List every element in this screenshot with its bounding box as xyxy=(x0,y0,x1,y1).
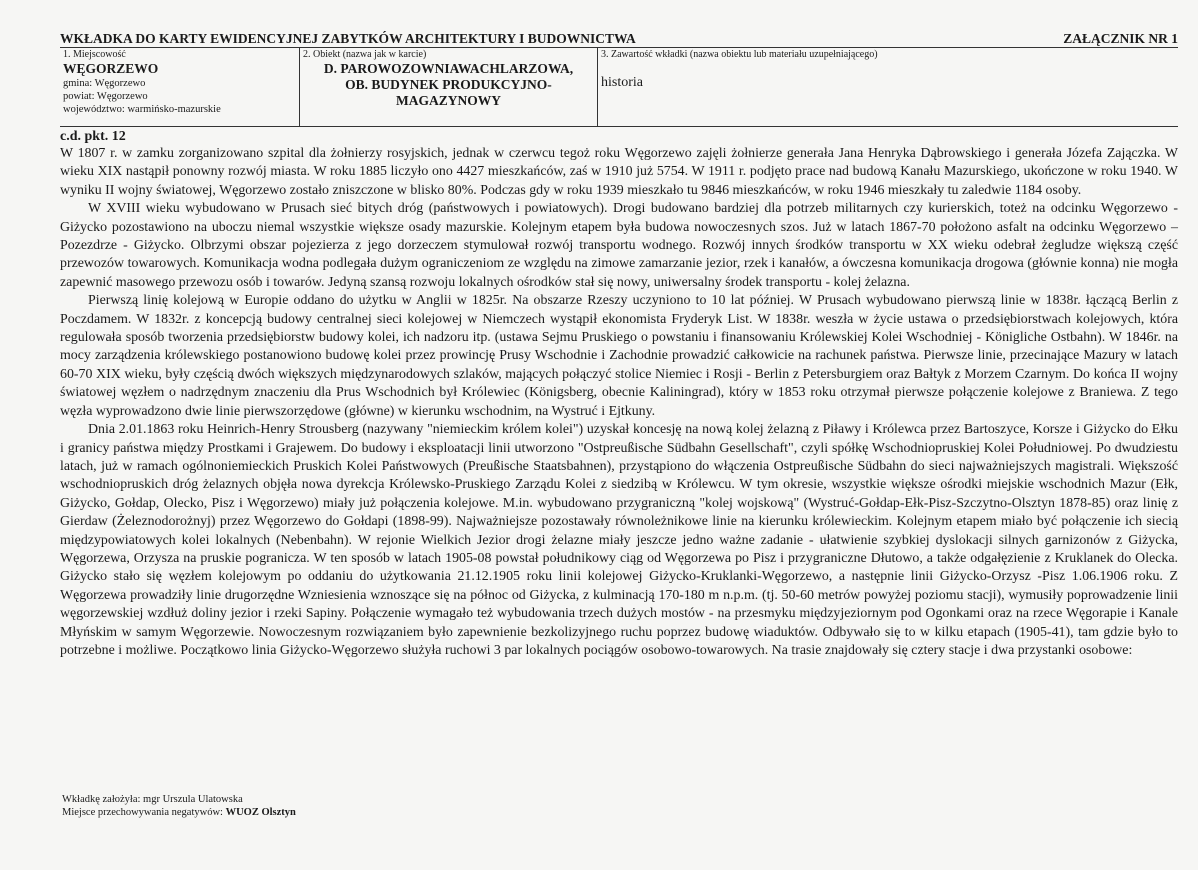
content-label: 3. Zawartość wkładki (nazwa obiektu lub materiału uzupełniającego) xyxy=(601,49,878,60)
author-line: Wkładkę założyła: mgr Urszula Ulatowska xyxy=(62,794,243,805)
content-field xyxy=(598,48,1178,126)
paragraph: Pierwszą linię kolejową w Europie oddano do użytku w Anglii w 1825r. Na obszarze Rzeszy uczyniono to 10 lat później. W Prusach wybudowano pierwszą linie w 1838r. łączącą Berlin z Poczdamem. W 1832r. z koncepcją budowy centralnej sieci kolejowej w Niemczech wystąpił ekonomista Fryderyk List. W 1838r. weszła w życie ustawa o przedsiębiorstwach kolejowych, która regulowała sposób tworzenia przedsiębiorstw budowy kolei, ich nadzoru itp. (ustawa Sejmu Pruskiego o powstaniu i finansowaniu Królewskiej Kolei Wschodniej - Königliche Ostbahn). W 1846r. na mocy zarządzenia królewskiego postanowiono budowę kolei przez prowincję Prusy Wschodnie i Zachodnie prowadzić całkowicie na rachunek państwa. Pierwsze linie, przecinające Mazury w latach 60-70 XIX wieku, były częścią dwóch większych międzynarodowych szlaków, mających połączyć stolice Niemiec i Rosji - Berlin z Petersburgiem oraz Bałtyk z Morzem Czarnym. Do końca II wojny światowej węzłem o nadrzędnym znaczeniu dla Prus Wschodnich był Królewiec (Königsberg, obecnie Kaliningrad), który w 1853 roku otrzymał pierwsze połączenie kolejowe z Braniewa. Z tego węzła wyprowadzono dwie linie pierwszorzędowe (główne) w kierunku wschodnim, na Wystruć i Ejtkuny. xyxy=(60,293,1178,419)
object-line-3: MAGAZYNOWY xyxy=(396,93,501,108)
paragraph: W XVIII wieku wybudowano w Prusach sieć bitych dróg (państwowych i powiatowych). Drogi budowano bardziej dla potrzeb militarnych czy kurierskich, toteż na odcinku Węgorzewo - Giżycko pozostawiono na uboczu niemal wszystkie większe osady mazurskie. Kolejnym etapem była budowa nowoczesnych szos. Już w latach 1867-70 położono asfalt na odcinku Węgorzewo – Pozezdrze - Giżycko. Olbrzymi obszar pojezierza z jego dorzeczem stymulował rozwój transportu wodnego. Rozwój innych środków transportu w XX wieku odebrał żegludze większą część przewozów towarowych. Komunikacja wodna podlegała dużym ograniczeniom ze względu na zimowe zamarzanie jezior, rzek i kanałów, a ówczesna komunikacja drogowa (głównie konna) nie mogła zapewnić masowego przewozu osób i towarów. Jedyną szansą rozwoju lokalnych ośrodków stał się nowy, uniwersalny środek transportu - kolej żelazna. xyxy=(60,201,1178,290)
footer xyxy=(62,793,296,819)
negatives-line xyxy=(62,806,296,819)
paragraph: Dnia 2.01.1863 roku Heinrich-Henry Strousberg (nazywany "niemieckim królem kolei") uzyskał koncesję na nową kolej żelazną z Piławy i Królewca przez Bartoszyce, Korsze i Giżycko do Ełku i granicy państwa między Prostkami i Grajewem. Do budowy i eksploatacji linii utworzono "Ostpreußische Südbahn Gesellschaft", czyli spółkę Wschodniopruskiej Kolei Południowej. Po dwudziestu latach, już w ramach ogólnoniemieckich Pruskich Kolei Państwowych (Preußische Staatsbahnen), przystąpiono do włączenia Ostpreußische Südbahn do sieci najważniejszych magistrali. Większość wschodniopruskich dróg żelaznych objęła nowa dyrekcja Królewsko-Pruskiego Zarządu Kolei z siedzibą w Królewcu. W tym okresie, wszystkie większe ośrodki miejskie wschodnich Mazur (Ełk, Giżycko, Gołdap, Olecko, Pisz i Węgorzewo) miały już połączenia kolejowe. M.in. wybudowano przygraniczną "kolej wojskową" (Wystruć-Gołdap-Ełk-Pisz-Szczytno-Olsztyn 1878-85) oraz linię z Gierdaw (Żeleznodorożnyj) przez Węgorzewo do Gołdapi (1898-99). Najważniejsze pozostawały równoleżnikowe linie na kierunku królewieckim. Kolejnym etapem miało być połączenie ich siecią międzypowiatowych kolei lokalnych (Nebenbahn). W rejonie Wielkich Jezior drogi żelazne miały jeszcze jedno ważne zadanie - ułatwienie szybkiej dyslokacji silnych garnizonów z Giżycka, Węgorzewa, Orzysza na pruskie pogranicza. W ten sposób w latach 1905-08 powstał południkowy ciąg od Węgorzewa po Pisz i przygraniczne Dłutowo, a także odgałęzienie z Kruklanek do Olecka. Giżycko stało się węzłem kolejowym po oddaniu do użytkowania 21.12.1905 roku linii kolejowej Giżycko-Kruklanki-Węgorzewo, a następnie linii Giżycko-Orzysz -Pisz 1.06.1906 roku. Z Węgorzewa prowadziły linie drugorzędne Wzniesienia wznoszące się na północ od Giżycka, z kulminacją 170-180 m n.p.m. (tj. 50-60 metrów powyżej poziomu stacji), wymusiły poprowadzenie linii węgorzewskiej wzdłuż doliny jezior i rzeki Sapiny. Połączenie wymagało też wybudowania trzech dużych mostów - na przesmyku międzyjeziornym pod Ogonkami oraz na rzece Węgorapie i Kanale Młyńskim w samym Węgorzewie. Nowoczesnym rozwiązaniem było zapewnienie bezkolizyjnego ruchu poprzez budowę wiaduktów. Odbywało się to w kilku etapach (1905-41), tam gdzie było to potrzebne i możliwe. Początkowo linia Giżycko-Węgorzewo służyła ruchowi 3 par lokalnych pociągów osobowo-towarowych. Na trasie znajdowały się cztery stacje i dwa przystanki osobowe: xyxy=(60,422,1178,658)
negatives-label: Miejsce przechowywania negatywów: xyxy=(62,807,226,818)
header-fields xyxy=(60,48,1178,127)
object-field xyxy=(300,48,598,126)
negatives-value: WUOZ Olsztyn xyxy=(225,807,296,818)
paragraph: W 1807 r. w zamku zorganizowano szpital dla żołnierzy rosyjskich, jednak w czerwcu tegoż roku Węgorzewo zajęli żołnierze generała Jana Henryka Dąbrowskiego i generała Józefa Zajączka. W wieku XIX nastąpił ponowny rozwój miasta. W roku 1885 liczyło ono 4427 mieszkańców, zaś w 1910 już 5754. W 1911 r. podjęto prace nad budową Kanału Mazurskiego, ukończone w roku 1940. W wyniku II wojny światowej, Węgorzewo zostało zniszczone w blisko 80%. Podczas gdy w roku 1939 mieszkało tu 9846 mieszkańców, w roku 1946 mieszkały tu zaledwie 1184 osoby. xyxy=(60,146,1178,198)
title-bar xyxy=(60,31,1178,48)
object-line-2: OB. BUDYNEK PRODUKCYJNO- xyxy=(345,77,552,92)
annex-label: ZAŁĄCZNIK NR 1 xyxy=(1063,31,1178,46)
object-label: 2. Obiekt (nazwa jak w karcie) xyxy=(303,49,427,60)
document-title: WKŁADKA DO KARTY EWIDENCYJNEJ ZABYTKÓW ARCHITEKTURY I BUDOWNICTWA xyxy=(60,31,636,46)
locality-field xyxy=(60,48,300,126)
gmina: gmina: Węgorzewo xyxy=(63,78,146,89)
document-sheet xyxy=(60,31,1178,660)
locality-value: WĘGORZEWO xyxy=(63,61,159,76)
wojewodztwo: województwo: warmińsko-mazurskie xyxy=(63,104,221,115)
content-value: historia xyxy=(601,75,643,90)
locality-label: 1. Miejscowość xyxy=(63,49,126,60)
object-line-1: D. PAROWOZOWNIAWACHLARZOWA, xyxy=(323,61,574,76)
section-heading: c.d. pkt. 12 xyxy=(60,129,126,144)
body-text xyxy=(60,145,1178,660)
powiat: powiat: Węgorzewo xyxy=(63,91,148,102)
